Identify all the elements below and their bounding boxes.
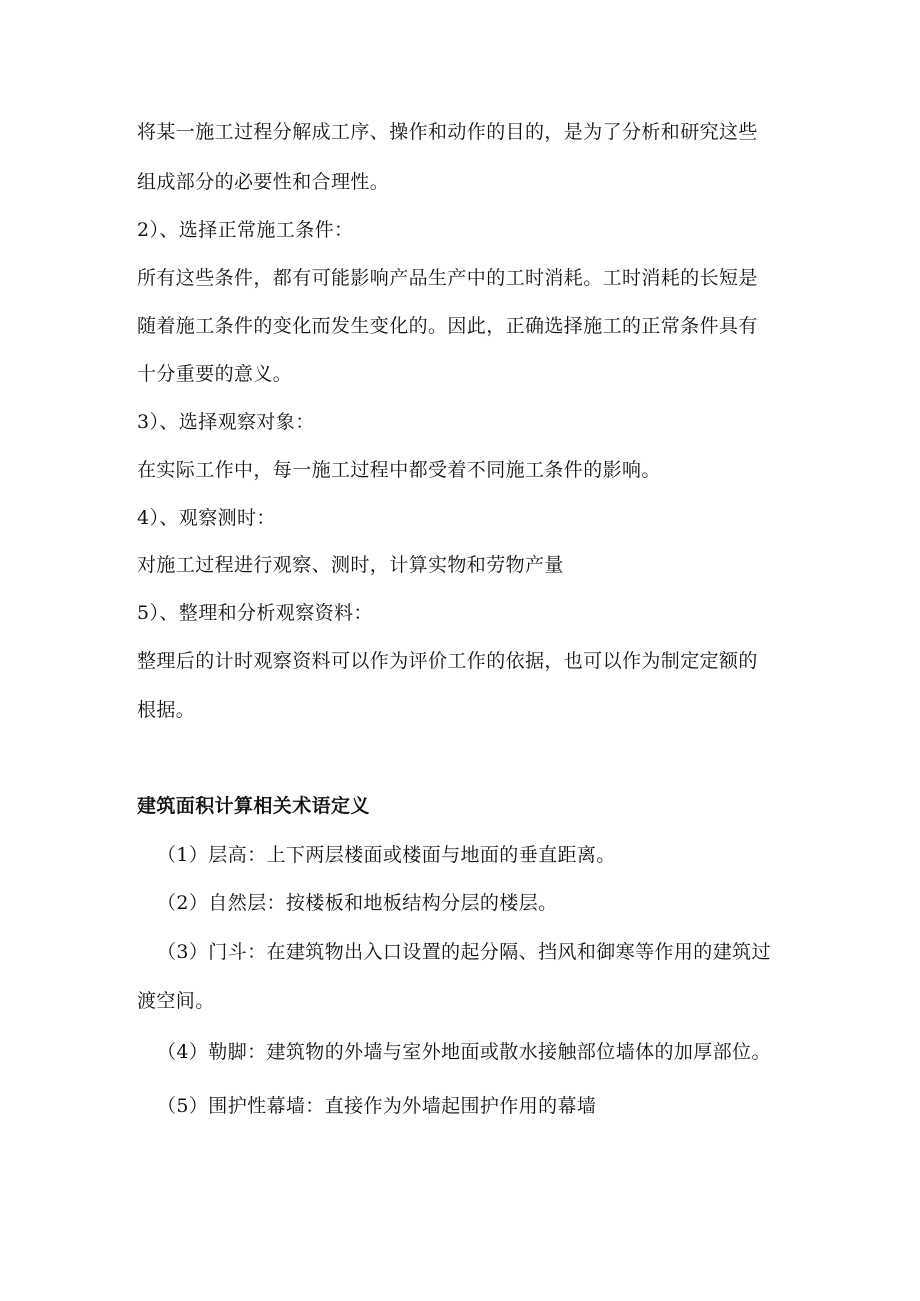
paragraph-line: 在实际工作中，每一施工过程中都受着不同施工条件的影响。 (137, 459, 661, 481)
definition-item-continuation: 渡空间。 (137, 990, 215, 1012)
paragraph-line: 随着施工条件的变化而发生变化的。因此，正确选择施工的正常条件具有 (137, 315, 758, 337)
paragraph-line: 将某一施工过程分解成工序、操作和动作的目的，是为了分析和研究这些 (137, 121, 758, 143)
paragraph-line: 整理后的计时观察资料可以作为评价工作的依据，也可以作为制定定额的 (137, 650, 758, 672)
step-heading: 3）、选择观察对象： (137, 411, 315, 433)
step-heading: 2）、选择正常施工条件： (137, 219, 354, 241)
definition-item: （4）勒脚：建筑物的外墙与室外地面或散水接触部位墙体的加厚部位。 (157, 1041, 771, 1063)
definition-item: （5）围护性幕墙：直接作为外墙起围护作用的幕墙 (157, 1095, 597, 1117)
paragraph-line: 根据。 (137, 699, 196, 721)
definition-item: （1）层高：上下两层楼面或楼面与地面的垂直距离。 (157, 844, 616, 866)
paragraph-line: 组成部分的必要性和合理性。 (137, 171, 390, 193)
definition-item: （2）自然层：按楼板和地板结构分层的楼层。 (157, 892, 558, 914)
definition-item: （3）门斗：在建筑物出入口设置的起分隔、挡风和御寒等作用的建筑过 (157, 941, 771, 963)
step-heading: 4）、观察测时： (137, 507, 276, 529)
step-heading: 5）、整理和分析观察资料： (137, 602, 373, 624)
paragraph-line: 十分重要的意义。 (137, 363, 293, 385)
section-heading: 建筑面积计算相关术语定义 (137, 795, 370, 817)
paragraph-line: 对施工过程进行观察、测时，计算实物和劳物产量 (137, 554, 564, 576)
paragraph-line: 所有这些条件，都有可能影响产品生产中的工时消耗。工时消耗的长短是 (137, 267, 758, 289)
